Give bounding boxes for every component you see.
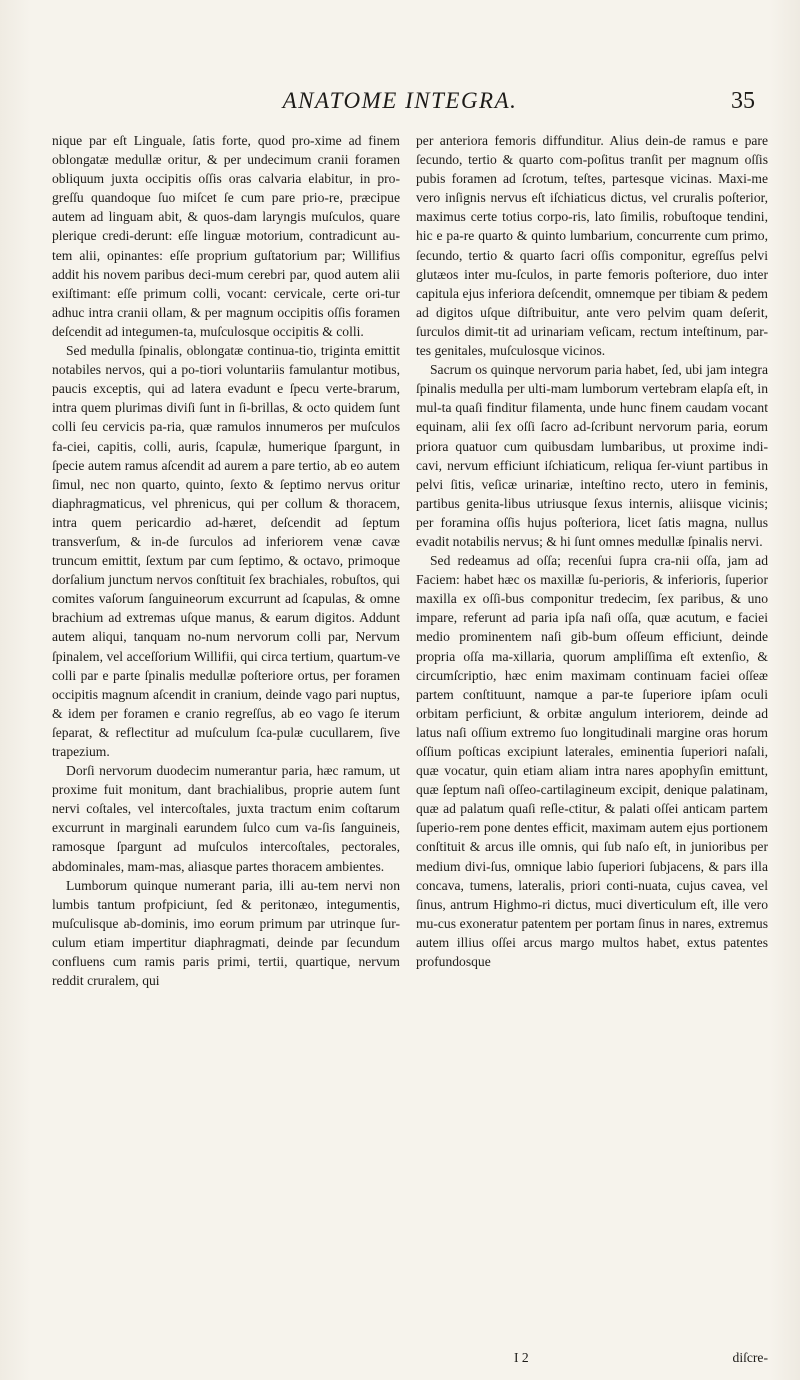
signature-mark: I 2 xyxy=(514,1350,529,1365)
paragraph: nique par eſt Linguale, ſatis forte, quod pro-xime ad finem oblongatæ medullæ oritur, & per undecimum cranii foramen obliquum juxta occipitis oſſis oras calvaria elabitur, in pro-greſſu quandoque ſuo miſcet ſe cum pare prio-re, præcipue autem ad linguam abit, & quos-dam laryngis muſculos, quare plerique credi-derunt: eſſe linguæ motorium, contradicunt au-tem alii, opinantes: eſſe proprium guſtatorium par; Willifius addit his novem paribus deci-mum cerebri par, quod autem alii exiſtimant: eſſe primum colli, vocant: cervicale, certe ori-tur adhuc intra cranii ollam, & per magnum occipitis oſſis foramen deſcendit ad integumen-ta, muſculosque occipitis & colli. xyxy=(52,133,400,339)
catchword: diſcre- xyxy=(732,1350,768,1365)
paragraph: Sacrum os quinque nervorum paria habet, ſed, ubi jam integra ſpinalis medulla per ulti-mam lumborum vertebram elapſa eſt, in mul-ta quaſi finditur filamenta, unde hunc finem caudam vocant equinam, alii ſex oſſi ſacro ad-ſcribunt nervorum paria, eorum priora quatuor cum quibusdam lumbaribus, ut proxime indi-cavi, nervum efficiunt iſchiaticum, reliqua ſer-viunt partibus in pelvi ſitis, veſicæ urinariæ, inteſtino recto, utero in feminis, partibus genita-libus utriusque ſexus internis, aliisque vicinis; per foramina oſſis hujus poſteriora, licet ſatis magna, nullus evadit notabilis nervus; & hi ſunt omnes medullæ ſpinalis nervi. xyxy=(416,362,768,549)
paragraph: Lumborum quinque numerant paria, illi au-tem nervi non lumbis tantum profpiciunt, ſed & peritonæo, integumentis, muſculisque ab-dominis, imo eorum primum par utrinque ſur-culum etiam impertitur diaphragmati, deinde par ſecundum confluens cum ramis paris primi, tertii, quartique, nervum reddit cruralem, qui xyxy=(52,877,400,989)
paragraph: Sed redeamus ad oſſa; recenſui ſupra cra-nii oſſa, jam ad Faciem: habet hæc os maxillæ ſu-perioris, & inferioris, ſuperior maxilla ex oſſi-bus componitur tredecim, ſex paribus, & uno impare, referunt ad paria ipſa naſi oſſa, quæ acutum, e faciei medio prominentem naſi gib-bum oſſeum efficiunt, deinde propria oſſa ma-xillaria, quorum ampliſſima eſt extenſio, & circumſcriptio, hæc enim maximam continuam faciei oſſeæ partem conſtituunt, namque a par-te ſuperiore ipſam oculi orbitam perficiunt, & orbitæ angulum interiorem, deinde ad latus naſi oſſium extremo ſuo longitudinali margine oras horum oſſium poſticas excipiunt laterales, eminentia ſuperiori naſali, quæ vocatur, quin etiam aliam intra nares apophyſin emittunt, quæ ſeptum naſi oſſeo-cartilagineum excipit, denique palatinam, quæ ad palatum quaſi reſle-ctitur, & palati oſſei anticam partem ſuperio-rem pone dentes efficit, maximam autem ejus portionem conſtituit & arcus ille omnis, qui ſub naſo eſt, in junioribus per medium divi-ſus, omnique labio ſuperiori ſubjacens, & pars illa concava, tumens, lateralis, priori conti-nuata, cujus cavea, vel ſinus, antrum Highmo-ri dictus, muci diverticulum eſt, ille vero mu-cus exoneratur patentem per portam ſinus in nares, extremus autem illius oſſei arcus margo multos habet, extus patentes profundosque xyxy=(416,553,768,970)
running-title: ANATOME INTEGRA. xyxy=(282,88,518,113)
left-column xyxy=(52,131,400,990)
paragraph: Sed medulla ſpinalis, oblongatæ continua-tio, triginta emittit notabiles nervos, qui a po-tiori voluntariis famulantur motibus, paucis exceptis, qui ad latera evadunt e ſpecu verte-brarum, intra quem plurimas diviſi ſunt in ſi-brillas, & octo quidem ſunt colli ſeu cervicis pa-ria, quæ ramulos innumeros per muſculos fa-ciei, capitis, colli, auris, ſcapulæ, humerique ſpargunt, in ſpecie autem ramus aſcendit ad aurem a pare tertio, ab eo autem ſimul, nec non quarto, quinto, ſexto & ſeptimo nervus oritur diaphragmaticus, vel phrenicus, qui per collum & thoracem, intra quem pericardio ad-hæret, deſcendit ad ſeptum transverſum, & in-de ſurculos ad inferiorem venæ cavæ truncum emittit, ſextum par cum ſeptimo, & octavo, primoque dorſalium junctum nervos conſtituit ſex brachiales, robuſtos, qui comites vaſorum ſanguineorum excurrunt ad ſcapulas, & omne brachium ad extremas uſque manus, & earum digitos. Addunt autem aliqui, tanquam no-num nervorum colli par, Nervum ſpinalem, vel acceſſorium Willifii, qui circa tertium, quartum-ve colli par e parte ſpinalis medullæ poſteriore ortus, per foramen occipitis magnum aſcendit in cranium, deinde vago pari nuptus, & idem per foramen e cranio regreſſus, ab eo vago ſe iterum ſeparat, & reflectitur ad muſculum ſca-pulæ cucullarem, ſive trapezium. xyxy=(52,343,400,759)
page-header xyxy=(0,88,800,118)
page-number: 35 xyxy=(731,88,755,114)
paragraph: Dorſi nervorum duodecim numerantur paria, hæc ramum, ut proxime fuit monitum, dant brachialibus, proprie autem ſunt nervi coſtales, vel intercoſtales, juxta tractum enim coſtarum excurrunt in marginali earundem ſulco cum va-ſis ſanguineis, ramosque ſpargunt ad muſculos intercoſtales, pectorales, abdominales, mam-mas, aliasque partes thoracem ambientes. xyxy=(52,763,400,874)
right-column xyxy=(416,131,768,971)
paragraph: per anteriora femoris diffunditur. Alius dein-de ramus e pare ſecundo, tertio & quarto com-poſitus tranſit per magnum oſſis pubis foramen ad ſcrotum, teſtes, partesque vicinas. Maxi-me vero inſignis nervus eſt iſchiaticus dictus, vel cruralis poſterior, maximus certe totius corpo-ris, lato ſimilis, robuſtoque tendini, hic e pa-re quarto & quinto lumbarium, concurrente cum primo, ſecundo, tertio & quarto ſacri oſſis componitur, egreſſus pelvi glutæos inter mu-ſculos, in parte femoris poſteriore, duo inter capitula ejus inferiora deſcendit, omnemque per tibiam & pedem ad digitos uſque diſtribuitur, ante vero pelvim quam deſerit, ſurculos dimit-tit ad urinariam veſicam, rectum inteſtinum, par-tes genitales, muſculosque vicinos. xyxy=(416,133,768,359)
page-footer xyxy=(416,1350,768,1370)
